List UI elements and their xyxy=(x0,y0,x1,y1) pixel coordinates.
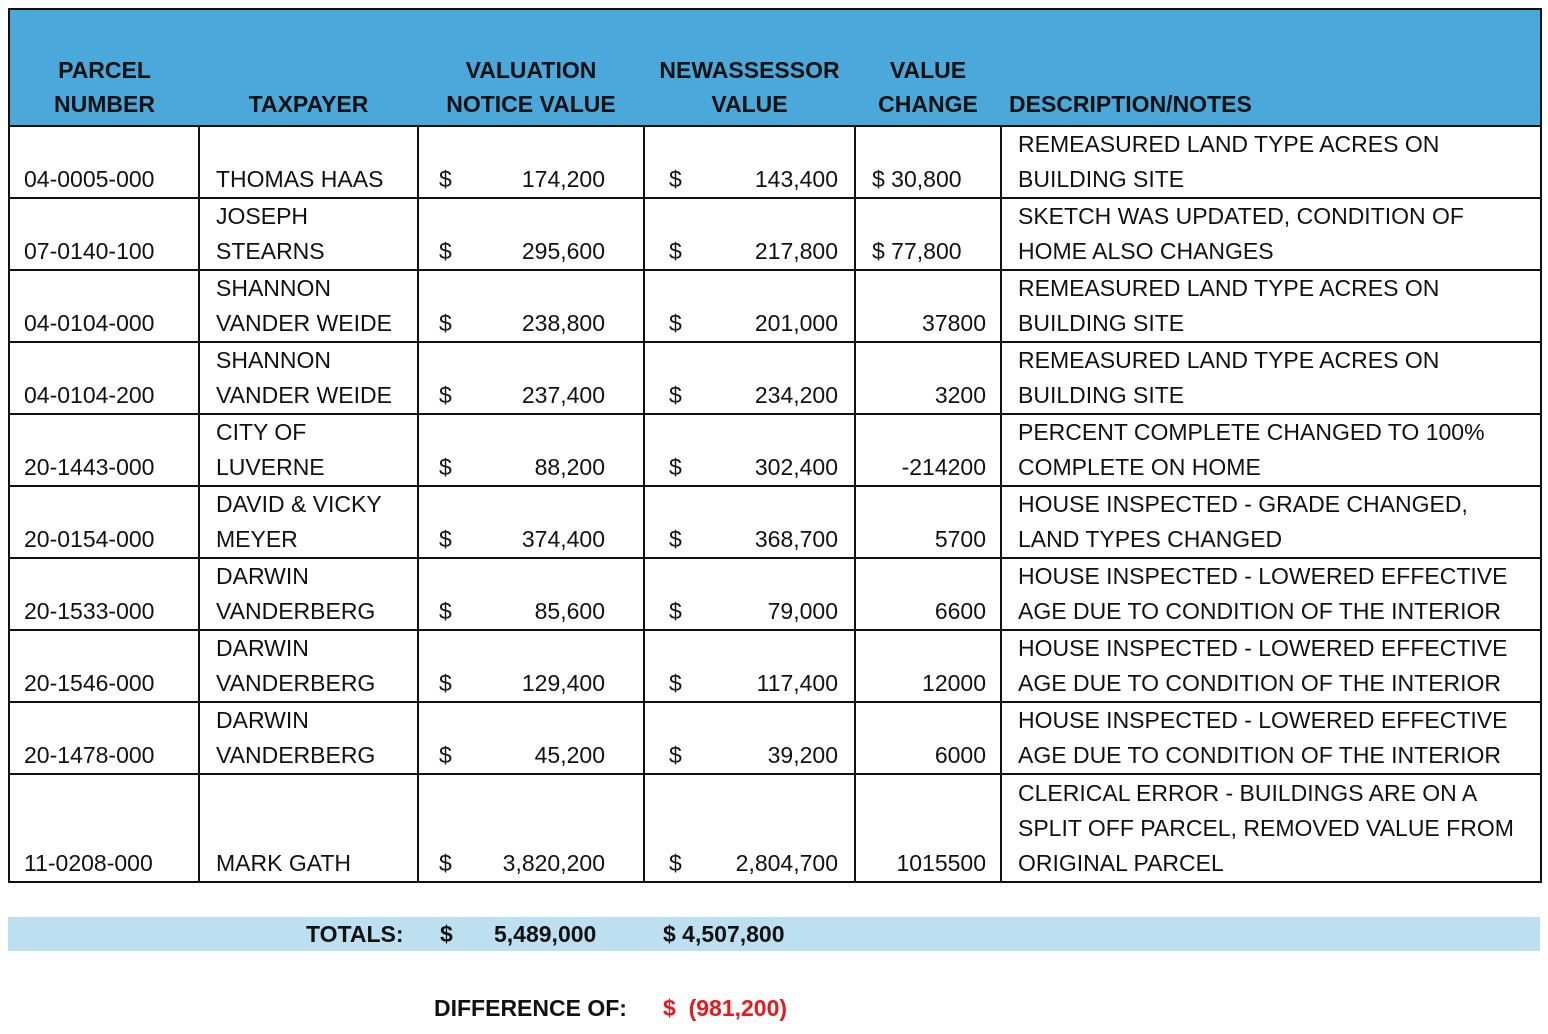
currency-symbol: $ xyxy=(439,670,452,696)
description-notes-cell: HOUSE INSPECTED - LOWERED EFFECTIVE AGE DUE TO CONDITION OF THE INTERIOR xyxy=(1001,558,1541,630)
totals-label: TOTALS: xyxy=(306,921,404,947)
description-notes-cell: HOUSE INSPECTED - GRADE CHANGED, LAND TYPES CHANGED xyxy=(1001,486,1541,558)
description-notes-cell: SKETCH WAS UPDATED, CONDITION OF HOME ALSO CHANGES xyxy=(1001,198,1541,270)
description-notes-cell: REMEASURED LAND TYPE ACRES ON BUILDING SITE xyxy=(1001,270,1541,342)
new-value-amount: 143,400 xyxy=(754,166,838,192)
table-row xyxy=(9,558,1541,630)
header-valuation-notice-value xyxy=(418,9,644,126)
header-valuation-line2: NOTICE VALUE xyxy=(446,91,616,117)
description-notes-cell: PERCENT COMPLETE CHANGED TO 100% COMPLETE ON HOME xyxy=(1001,414,1541,486)
value-change-cell: 6600 xyxy=(855,558,1001,630)
taxpayer-cell: SHANNON VANDER WEIDE xyxy=(199,270,418,342)
table-row xyxy=(9,198,1541,270)
table-row xyxy=(9,414,1541,486)
new-assessor-value-cell xyxy=(644,558,855,630)
header-new-assessor-line1: NEWASSESSOR xyxy=(659,57,840,83)
new-assessor-value-cell xyxy=(644,414,855,486)
taxpayer-cell: JOSEPH STEARNS xyxy=(199,198,418,270)
header-description-notes xyxy=(1001,9,1541,126)
description-notes-cell: HOUSE INSPECTED - LOWERED EFFECTIVE AGE DUE TO CONDITION OF THE INTERIOR xyxy=(1001,630,1541,702)
value-change-cell: 5700 xyxy=(855,486,1001,558)
valuation-amount: 3,820,200 xyxy=(502,850,605,876)
value-change-cell: 12000 xyxy=(855,630,1001,702)
value-change-cell: $ 77,800 xyxy=(855,198,1001,270)
taxpayer-cell: DARWIN VANDERBERG xyxy=(199,558,418,630)
table-row xyxy=(9,342,1541,414)
valuation-amount: 85,600 xyxy=(534,598,605,624)
totals-row xyxy=(8,917,1540,951)
currency-symbol: $ xyxy=(439,454,452,480)
taxpayer-cell: DARWIN VANDERBERG xyxy=(199,702,418,774)
currency-symbol: $ xyxy=(439,526,452,552)
new-value-amount: 201,000 xyxy=(754,310,838,336)
currency-symbol: $ xyxy=(439,850,452,876)
value-change-cell: 1015500 xyxy=(855,774,1001,882)
taxpayer-cell: CITY OF LUVERNE xyxy=(199,414,418,486)
currency-symbol: $ xyxy=(669,670,682,696)
currency-symbol: $ xyxy=(669,454,682,480)
difference-label: DIFFERENCE OF: xyxy=(434,995,627,1021)
new-assessor-value-cell xyxy=(644,198,855,270)
currency-symbol: $ xyxy=(439,742,452,768)
header-value-change xyxy=(855,9,1001,126)
currency-symbol: $ xyxy=(669,526,682,552)
valuation-amount: 295,600 xyxy=(521,238,605,264)
new-value-amount: 217,800 xyxy=(754,238,838,264)
currency-symbol: $ xyxy=(669,310,682,336)
difference-row xyxy=(8,990,1540,1026)
valuation-amount: 45,200 xyxy=(534,742,605,768)
valuation-amount: 374,400 xyxy=(521,526,605,552)
value-change-cell: -214200 xyxy=(855,414,1001,486)
currency-symbol: $ xyxy=(439,382,452,408)
taxpayer-cell: SHANNON VANDER WEIDE xyxy=(199,342,418,414)
new-assessor-value-cell xyxy=(644,774,855,882)
new-value-amount: 368,700 xyxy=(754,526,838,552)
new-value-amount: 117,400 xyxy=(756,670,838,696)
value-change-cell: 3200 xyxy=(855,342,1001,414)
new-value-amount: 39,200 xyxy=(767,742,838,768)
header-value-change-line1: VALUE xyxy=(889,57,967,83)
description-notes-cell: CLERICAL ERROR - BUILDINGS ARE ON A SPLIT OFF PARCEL, REMOVED VALUE FROM ORIGINAL PARCEL xyxy=(1001,774,1541,882)
header-new-assessor-value xyxy=(644,9,855,126)
currency-symbol: $ xyxy=(669,382,682,408)
parcel-number-cell: 20-1443-000 xyxy=(9,414,199,486)
currency-symbol: $ xyxy=(669,598,682,624)
valuation-notice-value-cell xyxy=(418,702,644,774)
valuation-amount: 237,400 xyxy=(521,382,605,408)
taxpayer-cell: DAVID & VICKY MEYER xyxy=(199,486,418,558)
header-description-label: DESCRIPTION/NOTES xyxy=(1009,91,1252,117)
valuation-notice-value-cell xyxy=(418,414,644,486)
valuation-notice-value-cell xyxy=(418,774,644,882)
valuation-notice-value-cell xyxy=(418,342,644,414)
new-value-amount: 234,200 xyxy=(754,382,838,408)
header-parcel-line2: NUMBER xyxy=(54,91,155,117)
taxpayer-cell: THOMAS HAAS xyxy=(199,126,418,198)
value-change-cell: 37800 xyxy=(855,270,1001,342)
new-assessor-value-cell xyxy=(644,126,855,198)
currency-symbol: $ xyxy=(439,238,452,264)
parcel-number-cell: 04-0104-200 xyxy=(9,342,199,414)
parcel-number-cell: 04-0005-000 xyxy=(9,126,199,198)
description-notes-cell: REMEASURED LAND TYPE ACRES ON BUILDING SITE xyxy=(1001,126,1541,198)
currency-symbol: $ xyxy=(669,850,682,876)
valuation-notice-value-cell xyxy=(418,486,644,558)
parcel-number-cell: 20-0154-000 xyxy=(9,486,199,558)
new-assessor-value-cell xyxy=(644,702,855,774)
table-body xyxy=(9,126,1541,882)
new-value-amount: 302,400 xyxy=(754,454,838,480)
valuation-notice-value-cell xyxy=(418,126,644,198)
currency-symbol: $ xyxy=(669,238,682,264)
description-notes-cell: REMEASURED LAND TYPE ACRES ON BUILDING SITE xyxy=(1001,342,1541,414)
value-change-cell: 6000 xyxy=(855,702,1001,774)
assessment-table xyxy=(8,8,1542,883)
table-row xyxy=(9,702,1541,774)
valuation-notice-value-cell xyxy=(418,270,644,342)
totals-new-value-amount: $ 4,507,800 xyxy=(663,921,785,947)
header-parcel-number xyxy=(9,9,199,126)
parcel-number-cell: 11-0208-000 xyxy=(9,774,199,882)
valuation-amount: 88,200 xyxy=(534,454,605,480)
header-taxpayer-label: TAXPAYER xyxy=(248,91,369,117)
difference-amount: $ (981,200) xyxy=(663,995,788,1021)
description-notes-cell: HOUSE INSPECTED - LOWERED EFFECTIVE AGE DUE TO CONDITION OF THE INTERIOR xyxy=(1001,702,1541,774)
taxpayer-cell: MARK GATH xyxy=(199,774,418,882)
assessment-sheet xyxy=(8,8,1540,883)
header-new-assessor-line2: VALUE xyxy=(711,91,788,117)
currency-symbol: $ xyxy=(669,166,682,192)
new-assessor-value-cell xyxy=(644,630,855,702)
new-value-amount: 79,000 xyxy=(767,598,838,624)
new-assessor-value-cell xyxy=(644,486,855,558)
taxpayer-cell: DARWIN VANDERBERG xyxy=(199,630,418,702)
valuation-amount: 129,400 xyxy=(521,670,605,696)
table-row xyxy=(9,126,1541,198)
table-row xyxy=(9,774,1541,882)
currency-symbol: $ xyxy=(439,166,452,192)
valuation-notice-value-cell xyxy=(418,198,644,270)
currency-symbol: $ xyxy=(669,742,682,768)
new-assessor-value-cell xyxy=(644,270,855,342)
parcel-number-cell: 07-0140-100 xyxy=(9,198,199,270)
header-value-change-line2: CHANGE xyxy=(878,91,978,117)
currency-symbol: $ xyxy=(439,598,452,624)
currency-symbol: $ xyxy=(439,310,452,336)
valuation-notice-value-cell xyxy=(418,558,644,630)
table-row xyxy=(9,486,1541,558)
parcel-number-cell: 04-0104-000 xyxy=(9,270,199,342)
header-parcel-line1: PARCEL xyxy=(58,57,151,83)
table-row xyxy=(9,270,1541,342)
parcel-number-cell: 20-1546-000 xyxy=(9,630,199,702)
new-value-amount: 2,804,700 xyxy=(735,850,838,876)
totals-valuation-amount: 5,489,000 xyxy=(494,921,597,947)
valuation-notice-value-cell xyxy=(418,630,644,702)
header-taxpayer xyxy=(199,9,418,126)
totals-currency-symbol: $ xyxy=(440,921,453,947)
value-change-cell: $ 30,800 xyxy=(855,126,1001,198)
table-row xyxy=(9,630,1541,702)
valuation-amount: 174,200 xyxy=(521,166,605,192)
parcel-number-cell: 20-1533-000 xyxy=(9,558,199,630)
parcel-number-cell: 20-1478-000 xyxy=(9,702,199,774)
new-assessor-value-cell xyxy=(644,342,855,414)
valuation-amount: 238,800 xyxy=(521,310,605,336)
header-valuation-line1: VALUATION xyxy=(465,57,597,83)
table-header xyxy=(9,9,1541,126)
